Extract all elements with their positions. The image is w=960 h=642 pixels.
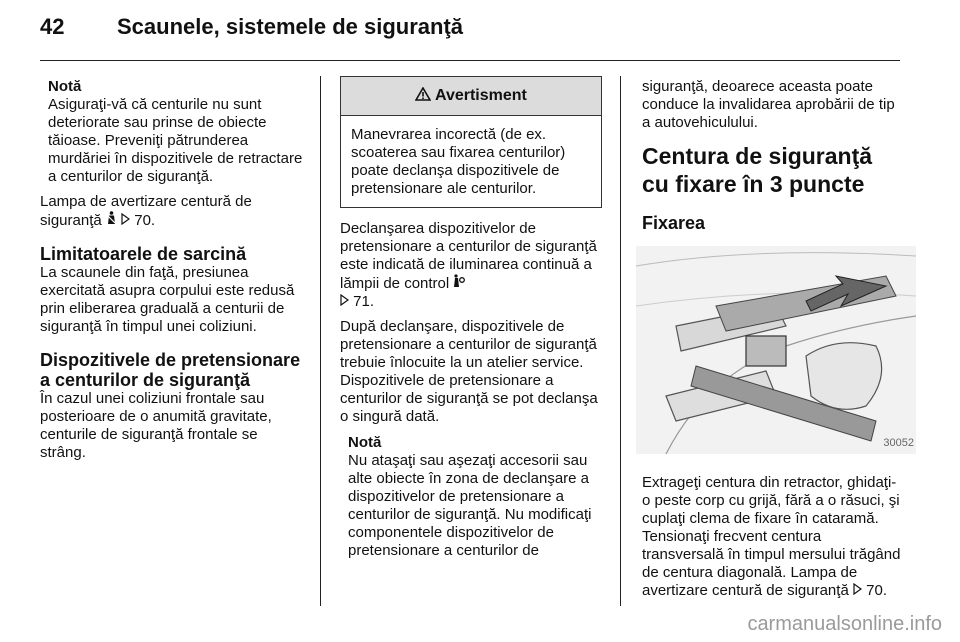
- trigger-text: Declanşarea dispozitivelor de pretensionare a centurilor de siguranţă este indicată de iluminarea continuă a lămpii de control: [340, 220, 597, 292]
- page-title: Scaunele, sistemele de siguranţă: [117, 14, 464, 39]
- section-heading: Centura de siguranţă cu fixare în 3 puncte: [642, 143, 873, 197]
- column-1: [40, 78, 305, 462]
- column-3: [642, 78, 914, 600]
- note-block: [48, 78, 305, 186]
- seatbelt-illustration: [636, 246, 916, 454]
- note-block-2: [348, 434, 602, 560]
- warning-title: Avertisment: [434, 87, 527, 104]
- limit-text: La scaunele din faţă, presiunea exercitată asupra corpului este redusă prin eliberarea graduală a centurii de siguranţă în timpul unei coliziuni.: [40, 264, 295, 335]
- lamp-paragraph: [40, 193, 305, 230]
- header-rule: [40, 60, 900, 61]
- seatbelt-figure: [636, 246, 916, 454]
- page-number: 42: [40, 14, 65, 39]
- trigger-paragraph: [340, 220, 602, 311]
- column-divider-1: [320, 76, 321, 606]
- note-text: Asiguraţi-vă că centurile nu sunt deteriorate sau prinse de obiecte tăioase. Preveniţi pătrunderea murdăriei în dispozitivele de retractare a centurilor de siguranţă.: [48, 96, 303, 185]
- figure-number: 30052: [883, 437, 914, 449]
- page-reference-arrow-icon: [853, 582, 866, 599]
- page-reference-arrow-icon: [340, 293, 353, 310]
- column-divider-2: [620, 76, 621, 606]
- pretensioner-heading: Dispozitivele de pretensionare a centurilor de siguranţă: [40, 350, 301, 390]
- page-reference-arrow-icon: [121, 212, 134, 229]
- continued-text: siguranţă, deoarece aceasta poate conduce la invalidarea aprobării de tip a autovehiculului.: [642, 78, 895, 131]
- note-title: Notă: [48, 78, 82, 95]
- instruction-page-ref: 70.: [866, 582, 887, 599]
- lamp-page-ref: 70.: [134, 212, 156, 229]
- warning-box: [340, 76, 602, 208]
- instruction-text: Extrageţi centura din retractor, ghidaţi-o peste corp cu grijă, fără a o răsuci, şi cuplaţi clema de fixare în cataramă. Tensionaţi frecvent centura transversală în timpul mersului trăgând de centura diagonală. Lampa de avertizare centură de siguranţă: [642, 474, 901, 599]
- note-text-2: Nu ataşaţi sau aşezaţi accesorii sau alte obiecte în zona de declanşare a dispozitivelor de pretensionare a centurilor de siguranţă. Nu modificaţi componentele dispozitivelor de pretensionare a centurilor de: [348, 452, 592, 559]
- watermark: carmanualsonline.info: [747, 613, 942, 635]
- subsection-heading: Fixarea: [642, 213, 706, 233]
- note-title-2: Notă: [348, 434, 382, 451]
- warning-triangle-icon: [415, 87, 435, 104]
- instruction-paragraph: [642, 474, 904, 600]
- column-2: [340, 78, 602, 560]
- limit-heading: Limitatoarele de sarcină: [40, 244, 247, 264]
- airbag-lamp-icon: [453, 275, 465, 292]
- trigger-page-ref: 71.: [353, 293, 375, 310]
- seatbelt-lamp-icon: [106, 212, 121, 229]
- pretensioner-text: În cazul unei coliziuni frontale sau posterioare de o anumită gravitate, centurile de siguranţă frontale se strâng.: [40, 390, 272, 461]
- lamp-text: Lampa de avertizare centură de siguranţă: [40, 193, 252, 229]
- warning-text: Manevrarea incorectă (de ex. scoaterea sau fixarea centurilor) poate declanşa dispozitivele de pretensionare ale centurilor.: [351, 126, 566, 197]
- warning-header: [341, 77, 601, 116]
- replace-paragraph: După declanşare, dispozitivele de pretensionare a centurilor de siguranţă trebuie înlocuite la un atelier service. Dispozitivele de pretensionare a centurilor de siguranţă se pot declanşa o singură dată.: [340, 318, 598, 425]
